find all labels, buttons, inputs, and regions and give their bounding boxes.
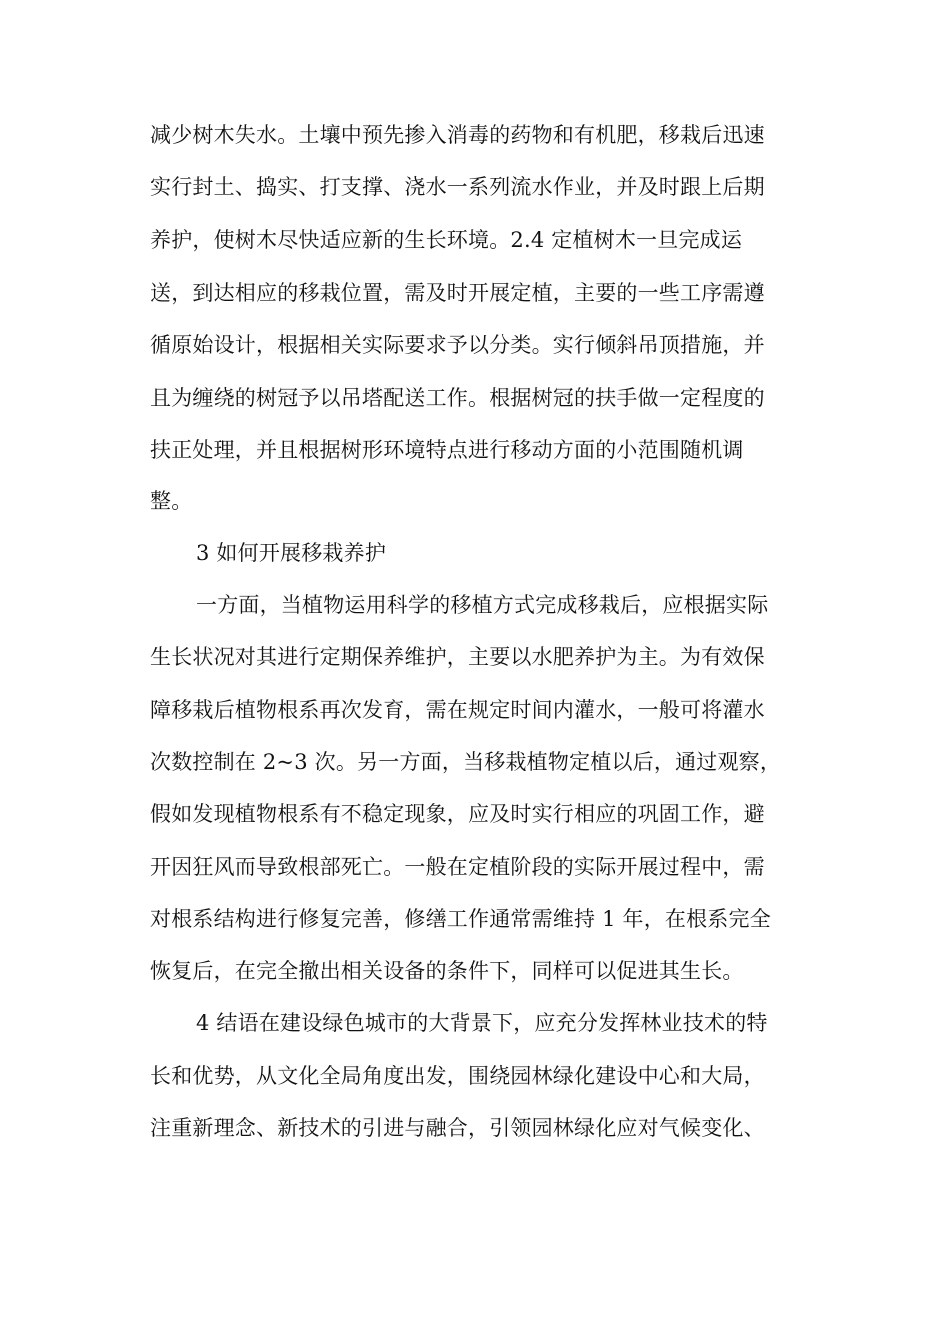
- text-line: 4 结语在建设绿色城市的大背景下，应充分发挥林业技术的特: [196, 1011, 768, 1035]
- text-line: 生长状况对其进行定期保养维护，主要以水肥养护为主。为有效保: [150, 645, 765, 669]
- text-line: 扶正处理，并且根据树形环境特点进行移动方面的小范围随机调: [150, 438, 744, 462]
- text-line: 恢复后，在完全撤出相关设备的条件下，同样可以促进其生长。: [150, 959, 744, 983]
- text-line: 开因狂风而导致根部死亡。一般在定植阶段的实际开展过程中，需: [150, 855, 765, 879]
- text-line: 注重新理念、新技术的引进与融合，引领园林绿化应对气候变化、: [150, 1116, 765, 1140]
- text-line: 整。: [150, 489, 193, 513]
- text-line: 养护，使树木尽快适应新的生长环境。2.4 定植树木一旦完成运: [150, 228, 743, 252]
- text-line: 对根系结构进行修复完善，修缮工作通常需维持 1 年，在根系完全: [150, 907, 771, 931]
- text-line: 一方面，当植物运用科学的移植方式完成移栽后，应根据实际: [196, 593, 769, 617]
- text-line: 减少树木失水。土壤中预先掺入消毒的药物和有机肥，移栽后迅速: [150, 123, 765, 147]
- text-line: 假如发现植物根系有不稳定现象，应及时实行相应的巩固工作，避: [150, 802, 765, 826]
- text-line: 且为缠绕的树冠予以吊塔配送工作。根据树冠的扶手做一定程度的: [150, 386, 765, 410]
- text-line: 次数控制在 2~3 次。另一方面，当移栽植物定植以后，通过观察，: [150, 750, 782, 774]
- text-line: 长和优势，从文化全局角度出发，围绕园林绿化建设中心和大局，: [150, 1064, 765, 1088]
- text-line: 送，到达相应的移栽位置，需及时开展定植，主要的一些工序需遵: [150, 281, 765, 305]
- section-heading: 3 如何开展移栽养护: [196, 541, 387, 565]
- text-line: 循原始设计，根据相关实际要求予以分类。实行倾斜吊顶措施，并: [150, 333, 765, 357]
- text-line: 实行封土、捣实、打支撑、浇水一系列流水作业，并及时跟上后期: [150, 175, 765, 199]
- text-line: 障移栽后植物根系再次发育，需在规定时间内灌水，一般可将灌水: [150, 698, 765, 722]
